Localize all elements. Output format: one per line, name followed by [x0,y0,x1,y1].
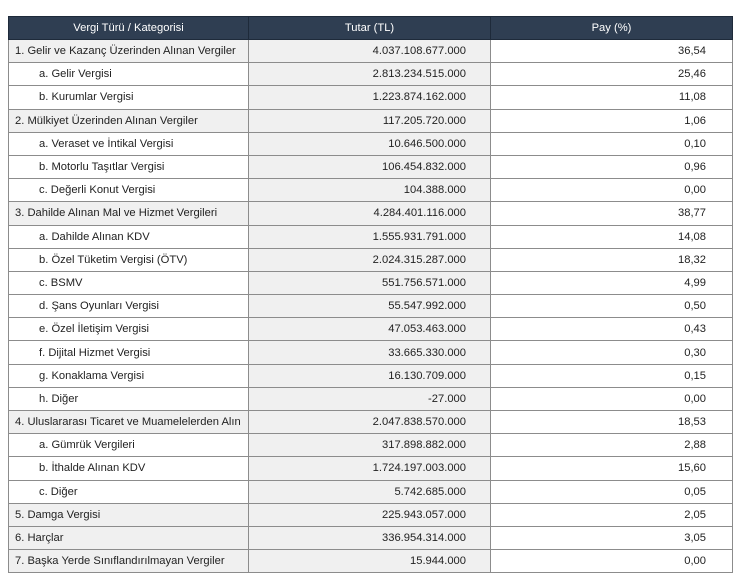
row-category: a. Veraset ve İntikal Vergisi [9,132,249,155]
row-category: e. Özel İletişim Vergisi [9,318,249,341]
row-amount: 2.813.234.515.000 [249,63,491,86]
row-share: 18,32 [491,248,733,271]
row-share: 4,99 [491,271,733,294]
row-amount: 1.223.874.162.000 [249,86,491,109]
table-row [9,411,733,434]
table-row [9,63,733,86]
header-amount: Tutar (TL) [249,17,491,40]
row-amount: 16.130.709.000 [249,364,491,387]
table-row [9,248,733,271]
row-category: h. Diğer [9,387,249,410]
row-amount: 55.547.992.000 [249,295,491,318]
table-row [9,480,733,503]
row-category: a. Gümrük Vergileri [9,434,249,457]
table-row [9,225,733,248]
row-amount: 117.205.720.000 [249,109,491,132]
row-share: 36,54 [491,40,733,63]
row-amount: 4.037.108.677.000 [249,40,491,63]
row-category: b. Kurumlar Vergisi [9,86,249,109]
row-amount: 225.943.057.000 [249,503,491,526]
row-category: 1. Gelir ve Kazanç Üzerinden Alınan Vergiler [9,40,249,63]
table-row [9,526,733,549]
row-amount: 4.284.401.116.000 [249,202,491,225]
row-share: 38,77 [491,202,733,225]
row-category: g. Konaklama Vergisi [9,364,249,387]
row-category: b. Özel Tüketim Vergisi (ÖTV) [9,248,249,271]
table-header-row [9,17,733,40]
row-amount: 15.944.000 [249,550,491,573]
table-row [9,387,733,410]
row-share: 2,88 [491,434,733,457]
table-row [9,40,733,63]
row-category: 3. Dahilde Alınan Mal ve Hizmet Vergileri [9,202,249,225]
row-amount: 551.756.571.000 [249,271,491,294]
row-amount: 47.053.463.000 [249,318,491,341]
row-category: c. BSMV [9,271,249,294]
row-amount: 10.646.500.000 [249,132,491,155]
row-category: 7. Başka Yerde Sınıflandırılmayan Vergiler [9,550,249,573]
row-share: 14,08 [491,225,733,248]
row-category: 6. Harçlar [9,526,249,549]
row-category: b. İthalde Alınan KDV [9,457,249,480]
table-row [9,457,733,480]
table-row [9,295,733,318]
table-row [9,503,733,526]
row-amount: 5.742.685.000 [249,480,491,503]
table-row [9,86,733,109]
table-row [9,132,733,155]
header-share: Pay (%) [491,17,733,40]
table-row [9,271,733,294]
row-category: f. Dijital Hizmet Vergisi [9,341,249,364]
row-amount: 317.898.882.000 [249,434,491,457]
row-amount: 2.024.315.287.000 [249,248,491,271]
row-amount: 1.724.197.003.000 [249,457,491,480]
table-row [9,550,733,573]
row-category: a. Gelir Vergisi [9,63,249,86]
table-row [9,341,733,364]
row-share: 18,53 [491,411,733,434]
row-category: a. Dahilde Alınan KDV [9,225,249,248]
row-amount: 106.454.832.000 [249,155,491,178]
row-share: 1,06 [491,109,733,132]
table-row [9,318,733,341]
row-category: c. Değerli Konut Vergisi [9,179,249,202]
row-amount: 104.388.000 [249,179,491,202]
tax-revenue-table [8,16,733,573]
row-amount: 33.665.330.000 [249,341,491,364]
row-share: 11,08 [491,86,733,109]
row-share: 0,05 [491,480,733,503]
row-share: 25,46 [491,63,733,86]
table-row [9,179,733,202]
table-row [9,109,733,132]
table-row [9,155,733,178]
table-row [9,434,733,457]
row-category: 4. Uluslararası Ticaret ve Muamelelerden Alın [9,411,249,434]
row-category: 2. Mülkiyet Üzerinden Alınan Vergiler [9,109,249,132]
row-category: 5. Damga Vergisi [9,503,249,526]
row-share: 0,00 [491,387,733,410]
row-amount: -27.000 [249,387,491,410]
row-share: 0,30 [491,341,733,364]
row-share: 0,00 [491,550,733,573]
row-share: 0,00 [491,179,733,202]
row-share: 0,10 [491,132,733,155]
header-category: Vergi Türü / Kategorisi [9,17,249,40]
row-amount: 2.047.838.570.000 [249,411,491,434]
table-row [9,364,733,387]
row-share: 0,50 [491,295,733,318]
row-share: 15,60 [491,457,733,480]
row-amount: 1.555.931.791.000 [249,225,491,248]
row-category: b. Motorlu Taşıtlar Vergisi [9,155,249,178]
table-row [9,202,733,225]
row-share: 0,15 [491,364,733,387]
row-share: 2,05 [491,503,733,526]
row-amount: 336.954.314.000 [249,526,491,549]
row-share: 3,05 [491,526,733,549]
row-category: d. Şans Oyunları Vergisi [9,295,249,318]
row-category: c. Diğer [9,480,249,503]
row-share: 0,96 [491,155,733,178]
row-share: 0,43 [491,318,733,341]
